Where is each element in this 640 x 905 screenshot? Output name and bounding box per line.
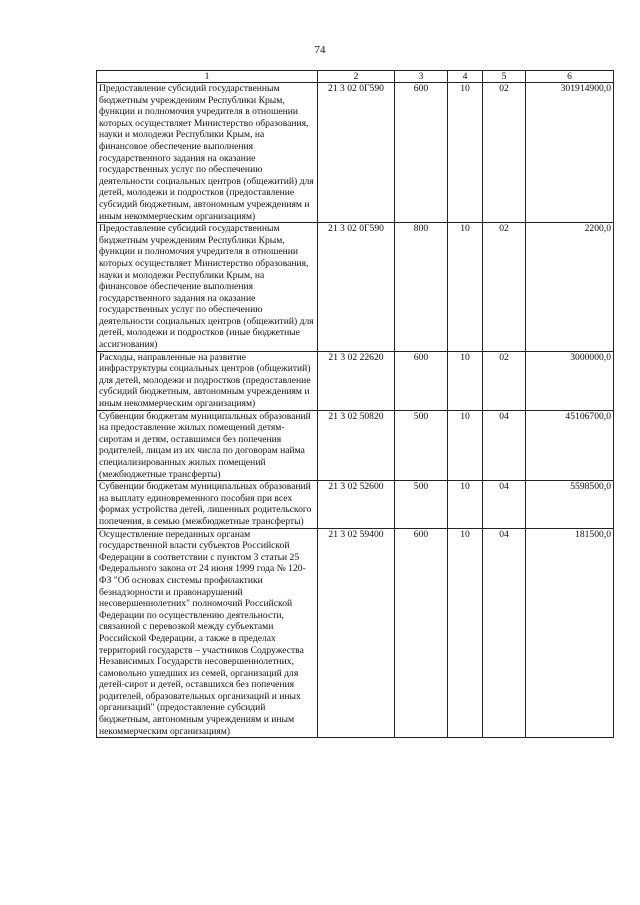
- row-col5: 02: [483, 351, 526, 410]
- row-col5: 02: [483, 223, 526, 352]
- row-col5: 04: [483, 410, 526, 481]
- row-description: Расходы, направленные на развитие инфраструктуры социальных центров (общежитий) для детей, молодежи и подростков (предоставление субсидий бюджетным, автономным учреждениям и иным некоммерческим организациям): [97, 351, 318, 410]
- row-amount: 45106700,0: [526, 410, 614, 481]
- row-col5: 02: [483, 83, 526, 223]
- page-number: 74: [314, 44, 326, 56]
- row-code: 21 3 02 0Г590: [318, 83, 395, 223]
- table-row: [97, 83, 614, 223]
- row-col3: 600: [395, 351, 448, 410]
- row-description: Субвенции бюджетам муниципальных образований на выплату единовременного пособия при всех формах устройства детей, лишенных родительского попечения, в семью (межбюджетные трансферты): [97, 481, 318, 528]
- row-amount: 2200,0: [526, 223, 614, 352]
- column-header: 3: [395, 71, 448, 83]
- column-header: 1: [97, 71, 318, 83]
- row-col3: 800: [395, 223, 448, 352]
- table-row: [97, 410, 614, 481]
- row-col4: 10: [448, 351, 483, 410]
- column-header: 2: [318, 71, 395, 83]
- row-col3: 600: [395, 83, 448, 223]
- row-amount: 3000000,0: [526, 351, 614, 410]
- row-code: 21 3 02 52600: [318, 481, 395, 528]
- row-description: Субвенции бюджетам муниципальных образований на предоставление жилых помещений детям-сиротам и детям, оставшимся без попечения родителей, лицам из их числа по договорам найма специализированных жилых помещений (межбюджетные трансферты): [97, 410, 318, 481]
- row-col5: 04: [483, 481, 526, 528]
- row-col3: 600: [395, 528, 448, 738]
- column-header: 6: [526, 71, 614, 83]
- row-amount: 5598500,0: [526, 481, 614, 528]
- table-header-row: [97, 71, 614, 83]
- row-col4: 10: [448, 223, 483, 352]
- row-col4: 10: [448, 410, 483, 481]
- row-col4: 10: [448, 83, 483, 223]
- row-col4: 10: [448, 528, 483, 738]
- row-code: 21 3 02 22620: [318, 351, 395, 410]
- row-col3: 500: [395, 410, 448, 481]
- table-row: [97, 481, 614, 528]
- column-header: 4: [448, 71, 483, 83]
- row-amount: 301914900,0: [526, 83, 614, 223]
- row-code: 21 3 02 0Г590: [318, 223, 395, 352]
- row-col5: 04: [483, 528, 526, 738]
- row-col4: 10: [448, 481, 483, 528]
- row-code: 21 3 02 50820: [318, 410, 395, 481]
- row-description: Осуществление переданных органам государственной власти субъектов Российской Федерации в соответствии с пунктом 3 статьи 25 Федерального закона от 24 июня 1999 года № 120-ФЗ "Об основах системы профилактики безнадзорности и правонарушений несовершеннолетних" полномочий Российской Федерации по осуществлению деятельности, связанной с перевозкой между субъектами Российской Федерации, а также в пределах территорий государств – участников Содружества Независимых Государств несовершеннолетних, самовольно ушедших из семей, организаций для детей-сирот и детей, оставшихся без попечения родителей, образовательных организаций и иных организаций" (предоставление субсидий бюджетным, автономным учреждениям и иным некоммерческим организациям): [97, 528, 318, 738]
- table-row: [97, 528, 614, 738]
- column-header: 5: [483, 71, 526, 83]
- row-code: 21 3 02 59400: [318, 528, 395, 738]
- row-amount: 181500,0: [526, 528, 614, 738]
- table-row: [97, 223, 614, 352]
- row-description: Предоставление субсидий государственным бюджетным учреждениям Республики Крым, функции и полномочия учредителя в отношении которых осуществляет Министерство образования, науки и молодежи Республики Крым, на финансовое обеспечение выполнения государственного задания на оказание государственных услуг по обеспечению деятельности социальных центров (общежитий) для детей, молодежи и подростков (предоставление субсидий бюджетным, автономным учреждениям и иным некоммерческим организациям): [97, 83, 318, 223]
- row-col3: 500: [395, 481, 448, 528]
- row-description: Предоставление субсидий государственным бюджетным учреждениям Республики Крым, функции и полномочия учредителя в отношении которых осуществляет Министерство образования, науки и молодежи Республики Крым, на финансовое обеспечение выполнения государственного задания на оказание государственных услуг по обеспечению деятельности социальных центров (общежитий) для детей, молодежи и подростков (иные бюджетные ассигнования): [97, 223, 318, 352]
- budget-table: [96, 70, 614, 738]
- table-row: [97, 351, 614, 410]
